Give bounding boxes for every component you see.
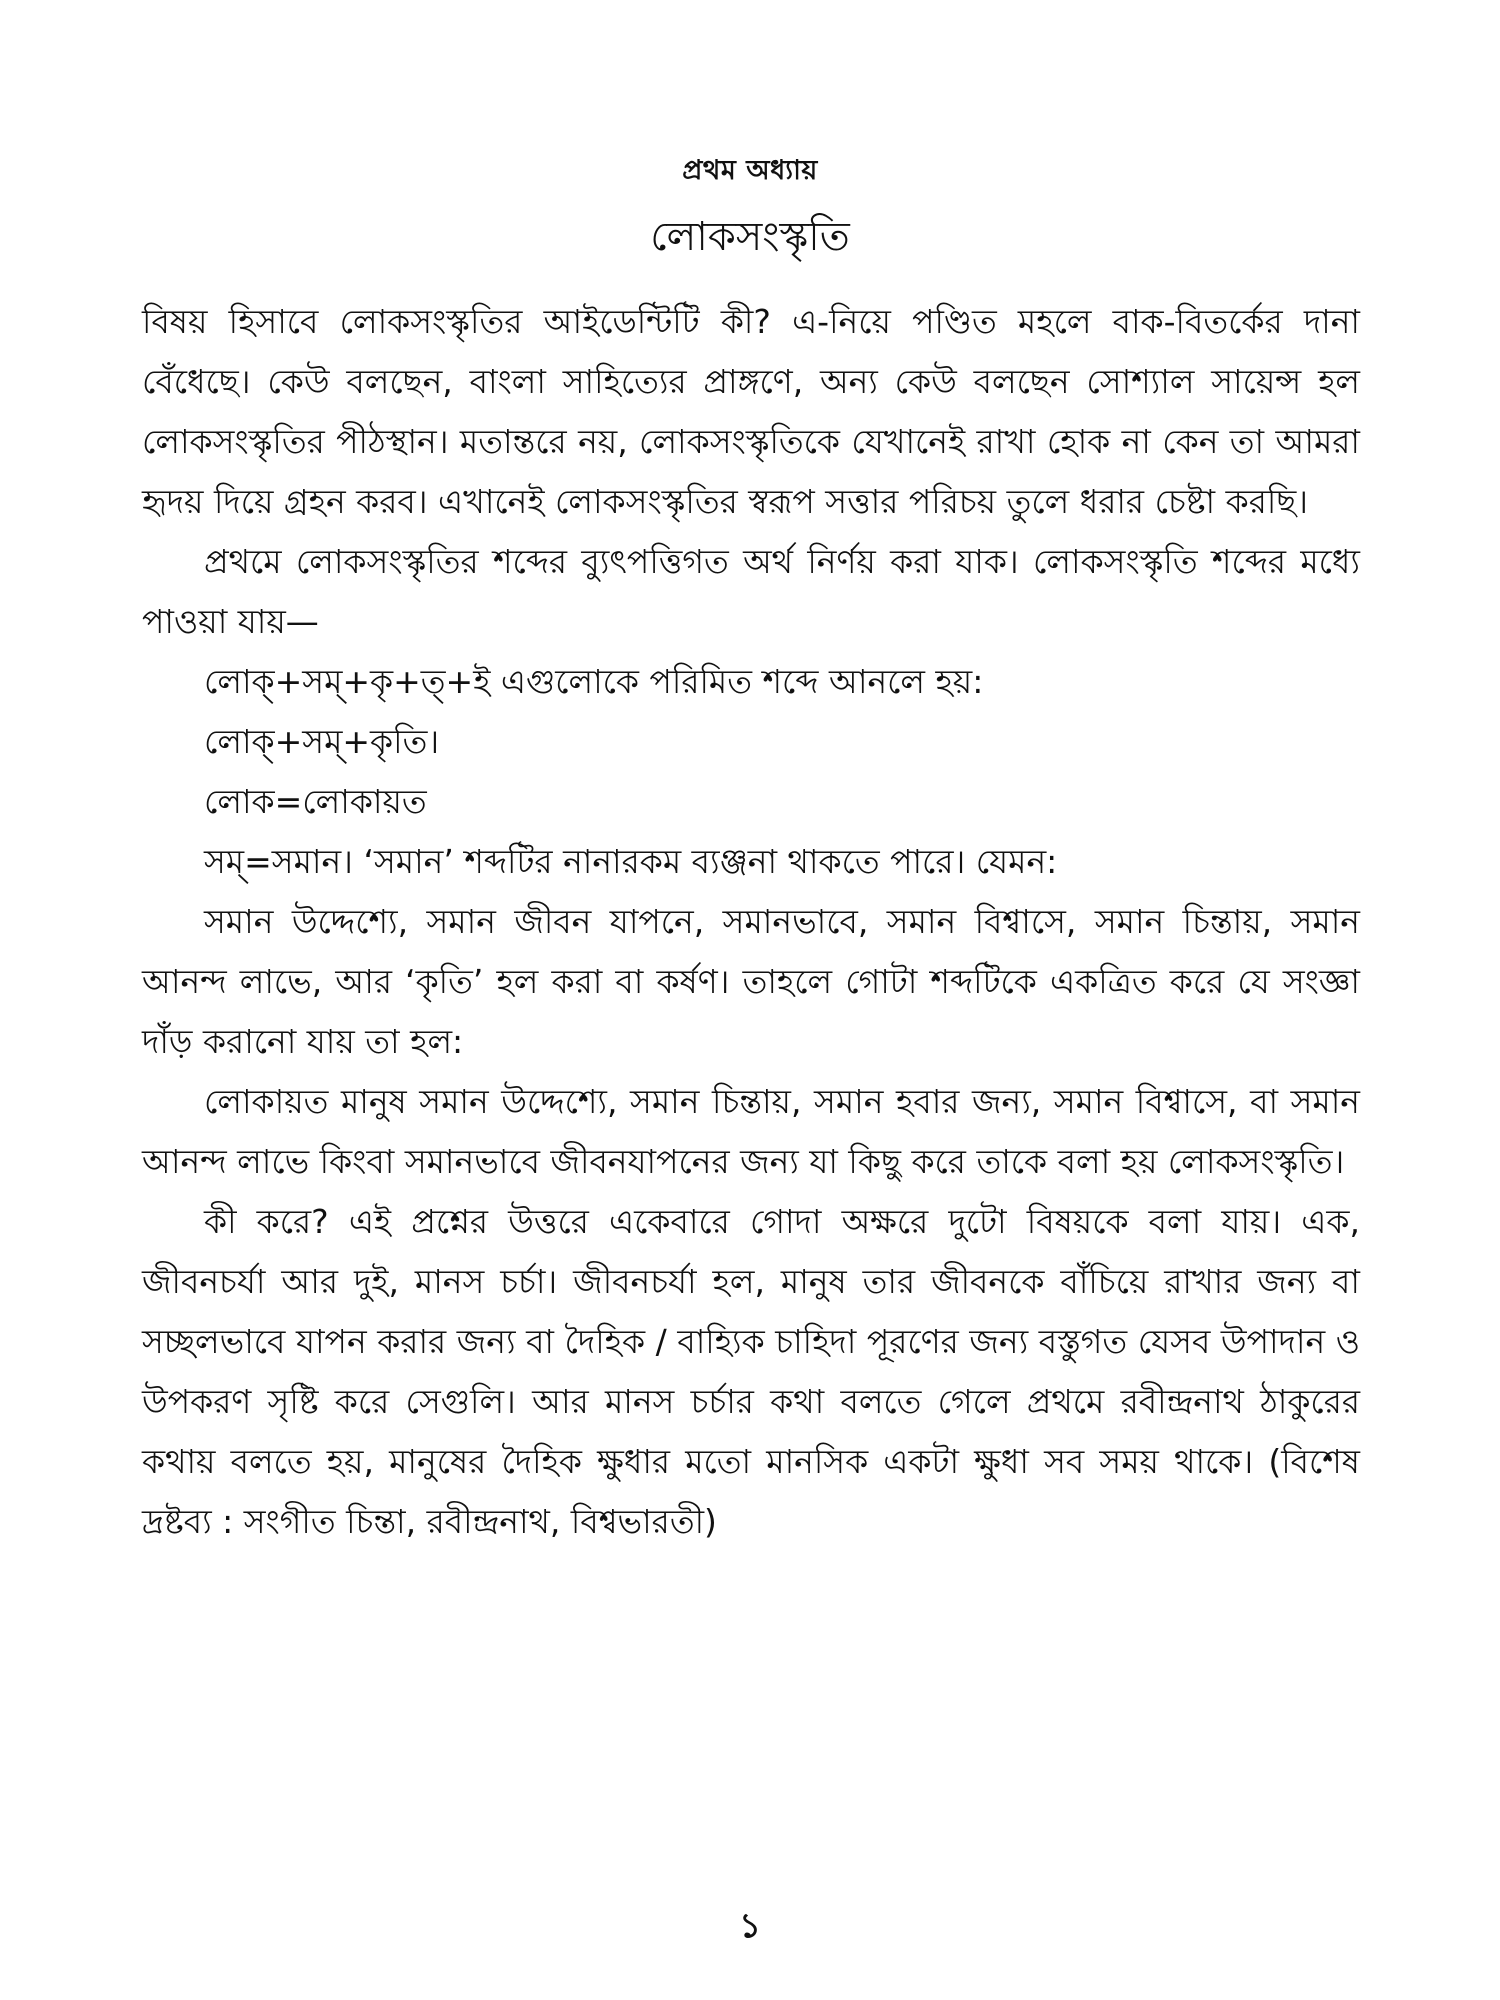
chapter-heading: প্রথম অধ্যায় xyxy=(682,155,818,186)
formula-line: লোক্+সম্+কৃ+ত্+ই এগুলোকে পরিমিত শব্দে আনলে হয়: xyxy=(204,662,984,701)
paragraph-meaning: সমান উদ্দেশ্যে, সমান জীবন যাপনে, সমানভাবে, সমান বিশ্বাসে, সমান চিন্তায়, সমান আনন্দ লাভে, আর ‘কৃতি’ হল করা বা কর্ষণ। তাহলে গোটা শব্দটিকে একত্রিত করে যে সংজ্ঞা দাঁড় করানো যায় তা হল: xyxy=(142,902,1360,1061)
paragraph-intro: বিষয় হিসাবে লোকসংস্কৃতির আইডেন্টিটি কী? এ-নিয়ে পণ্ডিত মহলে বাক-বিতর্কের দানা বেঁধেছে। কেউ বলছেন, বাংলা সাহিত্যের প্রাঙ্গণে, অন্য কেউ বলছেন সোশ্যাল সায়েন্স হল লোকসংস্কৃতির পীঠস্থান। মতান্তরে নয়, লোকসংস্কৃতিকে যেখানেই রাখা হোক না কেন তা আমরা হৃদয় দিয়ে গ্রহন করব। এখানেই লোকসংস্কৃতির স্বরূপ সত্তার পরিচয় তুলে ধরার চেষ্টা করছি। xyxy=(142,302,1360,521)
paragraph-etymology: প্রথমে লোকসংস্কৃতির শব্দের ব্যুৎপত্তিগত অর্থ নির্ণয় করা যাক। লোকসংস্কৃতি শব্দের মধ্যে পাওয়া যায়— xyxy=(142,542,1360,641)
page-number: ১ xyxy=(738,1906,762,1946)
paragraph-explanation: কী করে? এই প্রশ্নের উত্তরে একেবারে গোদা অক্ষরে দুটো বিষয়কে বলা যায়। এক, জীবনচর্যা আর দুই, মানস চর্চা। জীবনচর্যা হল, মানুষ তার জীবনকে বাঁচিয়ে রাখার জন্য বা সচ্ছলভাবে যাপন করার জন্য বা দৈহিক / বাহ্যিক চাহিদা পূরণের জন্য বস্তুগত যেসব উপাদান ও উপকরণ সৃষ্টি করে সেগুলি। আর মানস চর্চার কথা বলতে গেলে প্রথমে রবীন্দ্রনাথ ঠাকুরের কথায় বলতে হয়, মানুষের দৈহিক ক্ষুধার মতো মানসিক একটা ক্ষুধা সব সময় থাকে। (বিশেষ দ্রষ্টব্য : সংগীত চিন্তা, রবীন্দ্রনাথ, বিশ্বভারতী) xyxy=(142,1202,1360,1541)
body-text xyxy=(142,292,1360,1552)
paragraph-definition: লোকায়ত মানুষ সমান উদ্দেশ্যে, সমান চিন্তায়, সমান হবার জন্য, সমান বিশ্বাসে, বা সমান আনন্দ লাভে কিংবা সমানভাবে জীবনযাপনের জন্য যা কিছু করে তাকে বলা হয় লোকসংস্কৃতি। xyxy=(142,1082,1360,1181)
formula-line: লোক=লোকায়ত xyxy=(204,782,427,821)
chapter-title: লোকসংস্কৃতি xyxy=(650,214,850,260)
formula-line: সম্=সমান। ‘সমান’ শব্দটির নানারকম ব্যঞ্জনা থাকতে পারে। যেমন: xyxy=(204,842,1058,881)
formula-line: লোক্+সম্+কৃতি। xyxy=(204,722,440,761)
